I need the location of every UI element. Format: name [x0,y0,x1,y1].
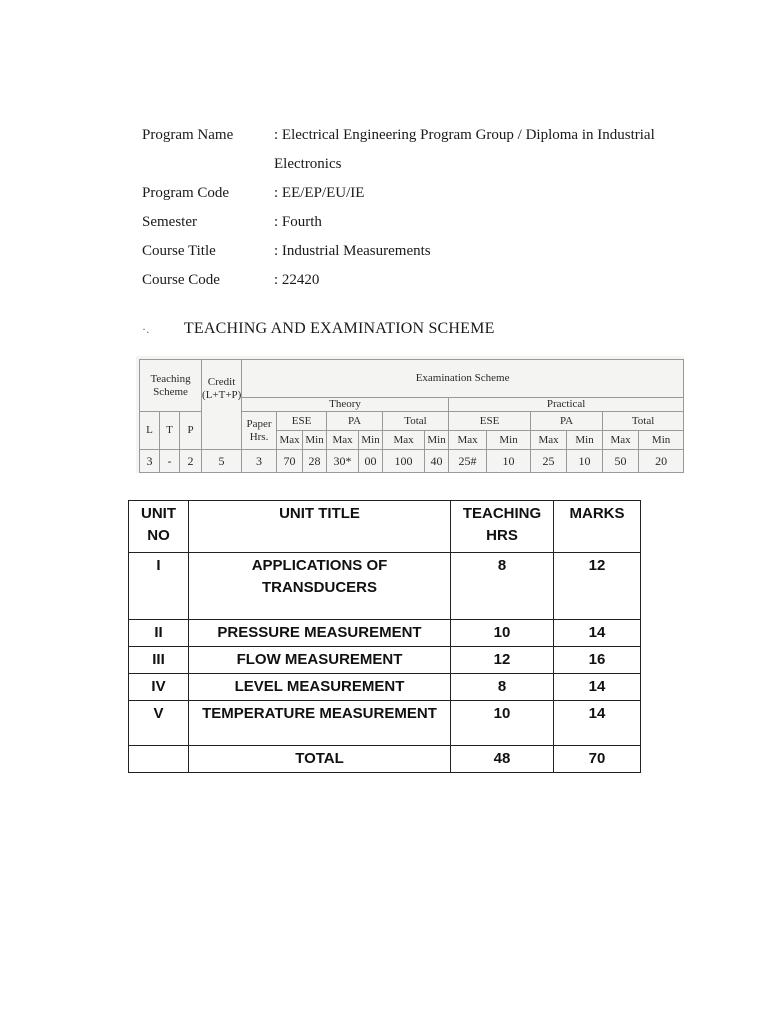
units-table [128,500,641,773]
min-header: Min [359,431,383,450]
scheme-value-cell: 20 [639,450,684,473]
scheme-value-cell: 40 [425,450,449,473]
scheme-value-cell: 00 [359,450,383,473]
program-name-label: Program Name [142,127,234,143]
scheme-values-row [140,450,684,473]
course-code-value: : 22420 [274,272,320,288]
program-name-row [142,121,702,150]
theory-header: Theory [242,398,449,412]
total-no-cell [129,746,189,773]
scheme-table-wrapper [136,356,684,473]
semester-value: : Fourth [274,214,322,230]
scheme-value-cell: - [160,450,180,473]
scheme-bullet: ·. [142,322,150,336]
practical-pa-header: PA [531,412,603,431]
marks-cell: 14 [554,674,641,701]
max-header: Max [383,431,425,450]
marks-cell: 16 [554,647,641,674]
min-header: Min [567,431,603,450]
course-code-row [142,266,702,295]
total-hrs-cell: 48 [451,746,554,773]
total-marks-cell: 70 [554,746,641,773]
l-header: L [140,412,160,450]
unit-no-cell: IV [129,674,189,701]
unit-no-cell: II [129,620,189,647]
total-label-cell: TOTAL [189,746,451,773]
scheme-value-cell: 3 [140,450,160,473]
table-row [129,674,641,701]
practical-ese-header: ESE [449,412,531,431]
unit-title-cell: TEMPERATURE MEASUREMENT [189,701,451,746]
max-header: Max [603,431,639,450]
scheme-value-cell: 2 [180,450,202,473]
table-row [129,620,641,647]
t-header: T [160,412,180,450]
unit-title-cell: PRESSURE MEASUREMENT [189,620,451,647]
scheme-value-cell: 25# [449,450,487,473]
teaching-exam-scheme-table [139,359,684,473]
unit-title-cell: LEVEL MEASUREMENT [189,674,451,701]
scheme-value-cell: 28 [303,450,327,473]
course-title-value: : Industrial Measurements [274,243,431,259]
max-header: Max [327,431,359,450]
marks-cell: 14 [554,701,641,746]
marks-cell: 14 [554,620,641,647]
marks-cell: 12 [554,553,641,620]
program-code-label: Program Code [142,185,230,201]
min-header: Min [487,431,531,450]
total-row [129,746,641,773]
unit-no-header: UNIT NO [129,501,189,553]
scheme-value-cell: 10 [567,450,603,473]
scheme-title [142,320,495,338]
max-header: Max [531,431,567,450]
teaching-hrs-cell: 10 [451,620,554,647]
table-row [129,647,641,674]
theory-total-header: Total [383,412,449,431]
scheme-value-cell: 10 [487,450,531,473]
teaching-scheme-header: Teaching Scheme [140,360,202,412]
teaching-hrs-cell: 10 [451,701,554,746]
teaching-hrs-cell: 8 [451,674,554,701]
scheme-value-cell: 100 [383,450,425,473]
p-header: P [180,412,202,450]
unit-no-cell: III [129,647,189,674]
max-header: Max [449,431,487,450]
credit-header: Credit (L+T+P) [202,360,242,450]
scheme-value-cell: 70 [277,450,303,473]
unit-title-cell: APPLICATIONS OF TRANSDUCERS [189,553,451,620]
max-header: Max [277,431,303,450]
program-name-value: : Electrical Engineering Program Group / Diploma in Industrial [274,127,655,143]
min-header: Min [639,431,684,450]
marks-header: MARKS [554,501,641,553]
scheme-value-cell: 3 [242,450,277,473]
semester-label: Semester [142,214,197,230]
unit-no-cell: V [129,701,189,746]
scheme-value-cell: 5 [202,450,242,473]
course-code-label: Course Code [142,272,220,288]
course-title-row [142,237,702,266]
theory-pa-header: PA [327,412,383,431]
examination-scheme-header: Examination Scheme [242,360,684,398]
theory-ese-header: ESE [277,412,327,431]
units-header-row [129,501,641,553]
program-name-value-cont: Electronics [274,156,342,172]
scheme-title-text: TEACHING AND EXAMINATION SCHEME [183,320,495,337]
min-header: Min [425,431,449,450]
program-info [142,121,702,295]
scheme-value-cell: 25 [531,450,567,473]
unit-no-cell: I [129,553,189,620]
semester-row [142,208,702,237]
table-row [129,701,641,746]
paper-hrs-header: Paper Hrs. [242,412,277,450]
scheme-value-cell: 30* [327,450,359,473]
unit-title-header: UNIT TITLE [189,501,451,553]
table-row [129,553,641,620]
teaching-hrs-cell: 8 [451,553,554,620]
unit-title-cell: FLOW MEASUREMENT [189,647,451,674]
course-title-label: Course Title [142,243,216,259]
practical-header: Practical [449,398,684,412]
teaching-hrs-header: TEACHING HRS [451,501,554,553]
program-code-row [142,179,702,208]
program-code-value: : EE/EP/EU/IE [274,185,365,201]
teaching-hrs-cell: 12 [451,647,554,674]
practical-total-header: Total [603,412,684,431]
min-header: Min [303,431,327,450]
scheme-value-cell: 50 [603,450,639,473]
